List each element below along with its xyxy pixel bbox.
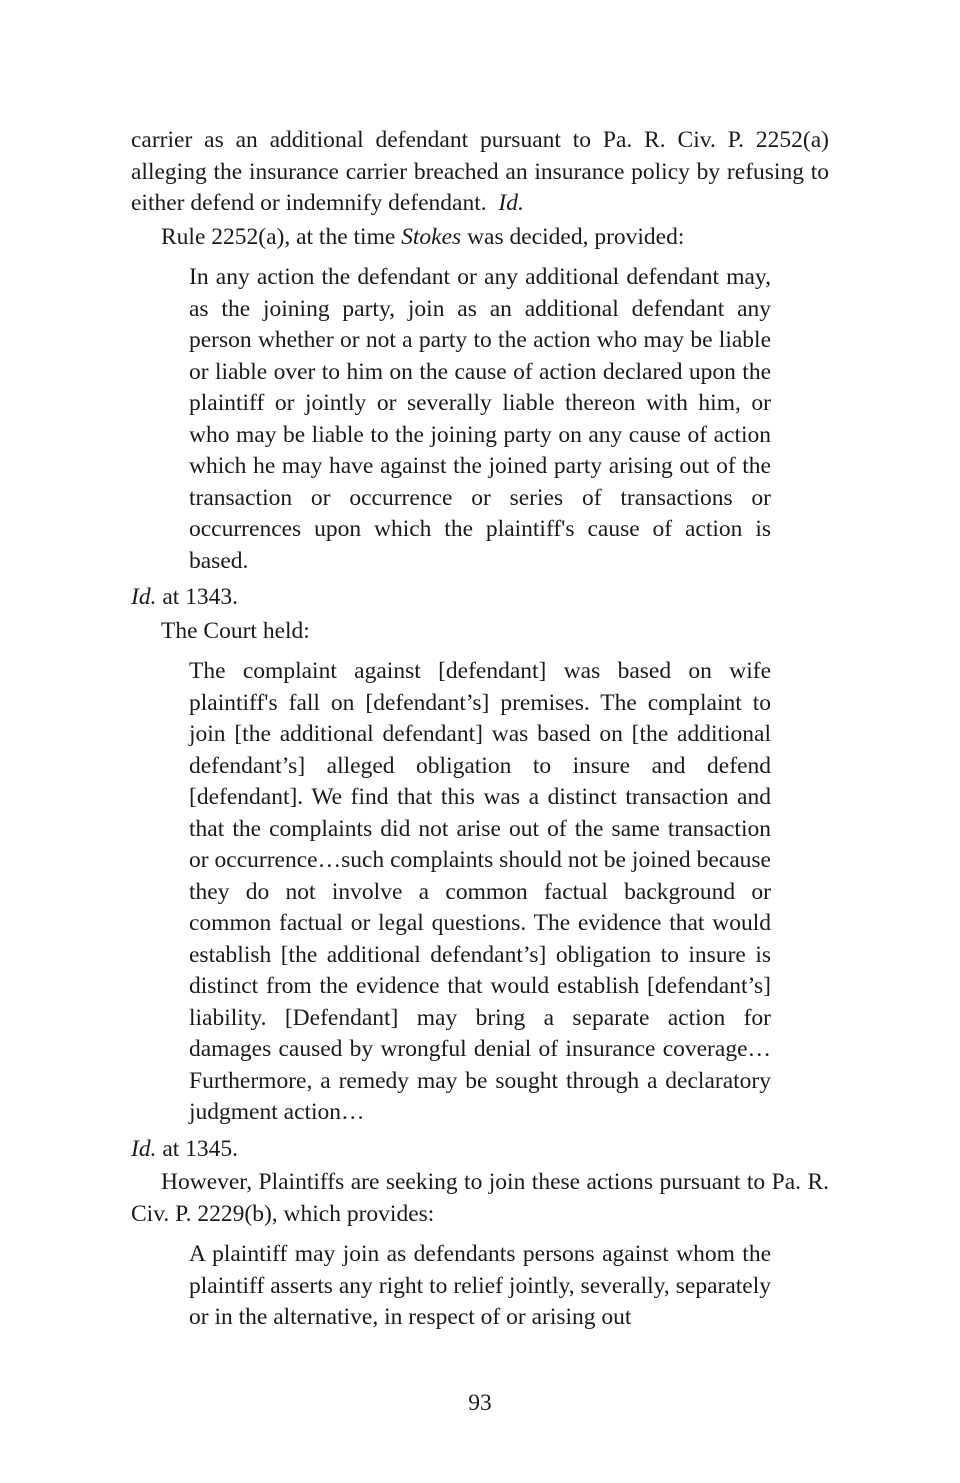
paragraph-rule-2229b: However, Plaintiffs are seeking to join these actions pursuant to Pa. R. Civ. P. 2229(b), which provides: [131, 1169, 829, 1227]
page-body [131, 125, 829, 1339]
paragraph-carrier-joinder-text: carrier as an additional defendant pursuant to Pa. R. Civ. P. 2252(a) alleging the insurance carrier breached an insurance policy by refusing to either defend or indemnify defendant. [131, 127, 829, 216]
paragraph-rule-2252a [131, 222, 829, 254]
paragraph-rule-2252a-post: was decided, provided: [461, 223, 685, 250]
citation-1345-pin: at 1345. [156, 1135, 239, 1162]
block-quote-court-holding: The complaint against [defendant] was based on wife plaintiff's fall on [defendant’s] premises. The complaint to join [the additional defendant] was based on [the additional defendant’s] alleged obligation to insure and defend [defendant]. We find that this was a distinct transaction and that the complaints did not arise out of the same transaction or occurrence…such complaints should not be joined because they do not involve a common factual background or common factual or legal questions. The evidence that would establish [the additional defendant’s] obligation to insure is distinct from the evidence that would establish [defendant’s] liability. [Defendant] may bring a separate action for damages caused by wrongful denial of insurance coverage… Furthermore, a remedy may be sought through a declaratory judgment action… [189, 658, 771, 1125]
citation-1343-pin: at 1343. [156, 584, 239, 610]
paragraph-carrier-joinder [131, 125, 829, 220]
id-citation: Id. [498, 190, 524, 216]
citation-1345 [131, 1134, 829, 1166]
citation-1343-id: Id. [131, 584, 157, 610]
page-number: 93 [468, 1390, 492, 1416]
paragraph-court-held: The Court held: [161, 617, 310, 644]
block-quote-rule-2229b: A plaintiff may join as defendants persons against whom the plaintiff asserts any right to relief jointly, severally, separately or in the alternative, in respect of or arising out [189, 1241, 771, 1330]
paragraph-rule-2252a-pre: Rule 2252(a), at the time [161, 223, 402, 250]
case-name-stokes: Stokes [401, 223, 462, 250]
citation-1343 [131, 582, 829, 614]
block-quote-rule-2252a: In any action the defendant or any additional defendant may, as the joining party, join as an additional defendant any person whether or not a party to the action who may be liable or liable over to him on the cause of action declared upon the plaintiff or jointly or severally liable thereon with him, or who may be liable to the joining party on any cause of action which he may have against the joined party arising out of the transaction or occurrence or series of transactions or occurrences upon which the plaintiff's cause of action is based. [189, 264, 771, 574]
citation-1345-id: Id. [131, 1135, 157, 1162]
